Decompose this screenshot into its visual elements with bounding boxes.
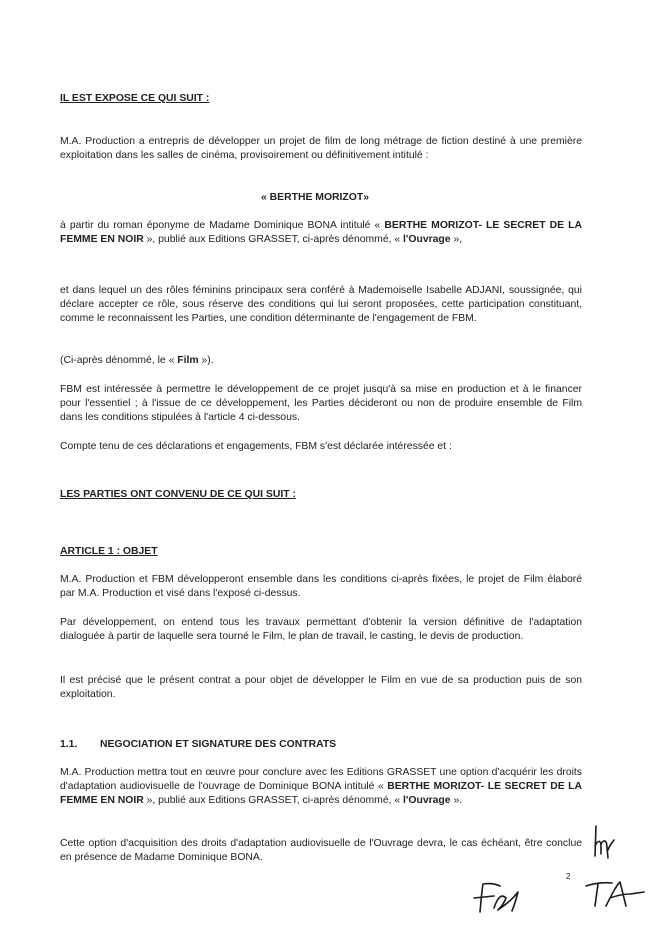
heading-expose: IL EST EXPOSE CE QUI SUIT : [60, 93, 210, 104]
paragraph-1-1-b: Cette option d'acquisition des droits d'adaptation audiovisuelle de l'Ouvrage devra, le cas échéant, être conclue en présence de Madame Dominique BONA. [60, 838, 582, 863]
section-number: 1.1. [60, 739, 78, 750]
paragraph-article1-a: M.A. Production et FBM développeront ensemble dans les conditions ci-après fixées, le projet de Film élaboré par M.A. Production et visé dans l'exposé ci-dessus. [60, 574, 582, 599]
page-number: 2 [566, 872, 571, 881]
paragraph-article1-c: Il est précisé que le présent contrat a pour objet de développer le Film en vue de sa production puis de son exploitation. [60, 675, 582, 700]
section-title: NEGOCIATION ET SIGNATURE DES CONTRATS [100, 739, 337, 750]
paragraph-fbm: FBM est intéressée à permettre le développement de ce projet jusqu'à sa mise en production et à le financer pour l'essentiel ; à l'issue de ce développement, les Parties décideront ou non de produire ensemble de Film dans les conditions stipulées à l'article 4 ci-dessous. [60, 384, 582, 423]
initials-margin-signature [590, 822, 620, 862]
paragraph-1-1-a: M.A. Production mettra tout en œuvre pour conclure avec les Editions GRASSET une option d'acquérir les droits d'adaptation audiovisuelle de l'ouvrage de Dominique BONA intitulé « BERTHE MORIZOT- LE SECRET DE LA FEMME EN NOIR », publié aux Editions GRASSET, ci-après dénommé, « l'Ouvrage ». [60, 767, 583, 806]
heading-parties: LES PARTIES ONT CONVENU DE CE QUI SUIT : [60, 489, 296, 500]
paragraph-roman: à partir du roman éponyme de Madame Dominique BONA intitulé « BERTHE MORIZOT- LE SECRET DE LA FEMME EN NOIR », publié aux Editions GRASSET, ci-après dénommé, « l'Ouvrage », [60, 220, 582, 245]
initials-fbm-signature [470, 878, 540, 918]
paragraph-role: et dans lequel un des rôles féminins principaux sera conféré à Mademoiselle Isabelle ADJANI, soussignée, qui déclare accepter ce rôle, sous réserve des conditions qui lui seront proposées, cette participation constituant, comme le reconnaissent les Parties, une condition déterminante de l'engagement de FBM. [60, 285, 582, 324]
paragraph-film-definition: (Ci-après dénommé, le « Film »). [60, 355, 214, 366]
initials-ia-signature [582, 874, 652, 910]
paragraph-article1-b: Par développement, on entend tous les travaux permettant d'obtenir la version définitive de l'adaptation dialoguée à partir de laquelle sera tourné le Film, le plan de travail, le casting, le devis de production. [60, 617, 582, 642]
heading-article-1: ARTICLE 1 : OBJET [60, 546, 158, 557]
section-1-1-heading [60, 738, 336, 752]
film-title: « BERTHE MORIZOT» [261, 192, 369, 203]
paragraph-intro: M.A. Production a entrepris de développer un projet de film de long métrage de fiction destiné à une première exploitation dans les salles de cinéma, provisoirement ou définitivement intitulé : [60, 136, 582, 161]
paragraph-compte-tenu: Compte tenu de ces déclarations et engagements, FBM s'est déclarée intéressée et : [60, 441, 452, 452]
